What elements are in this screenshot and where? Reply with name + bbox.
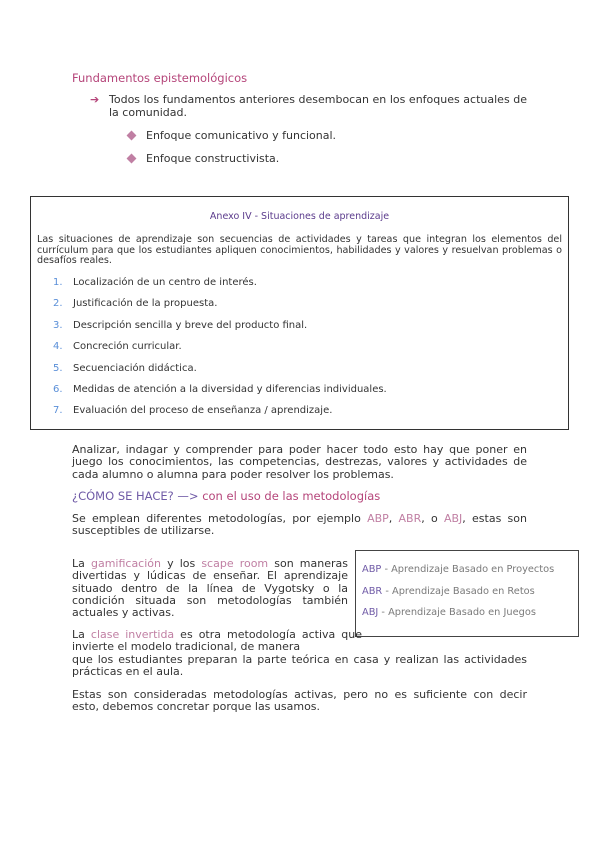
legend-item: [362, 607, 536, 618]
list-text: Descripción sencilla y breve del producto final.: [73, 319, 308, 331]
list-number: 6.: [53, 383, 63, 395]
acronym-legend-box: [355, 550, 579, 637]
annex-box: [30, 196, 569, 430]
sub-item-text: Enfoque constructivista.: [146, 152, 280, 165]
abp-link[interactable]: ABP: [367, 512, 389, 525]
gamification-link[interactable]: gamificación: [90, 557, 161, 570]
arrow-bullet-item: [90, 93, 527, 119]
how-question: ¿CÓMO SE HACE? —>: [72, 489, 199, 503]
paragraph: que los estudiantes preparan la parte teórica en casa y realizan las actividades prácticas en el aula.: [72, 653, 527, 679]
legend-text: - Aprendizaje Basado en Juegos: [378, 607, 536, 618]
annex-intro: Las situaciones de aprendizaje son secuencias de actividades y tareas que integran los elementos del currículum para que los estudiantes apliquen conocimientos, habilidades y valores y resuelvan problemas o desafíos reales.: [37, 234, 562, 266]
scape-room-link[interactable]: scape room: [201, 557, 269, 570]
paragraph: Analizar, indagar y comprender para poder hacer todo esto hay que poner en juego los conocimientos, las competencias, destrezas, valores y actividades de cada alumno o alumna para poder resolver los problemas.: [72, 443, 527, 481]
text-fragment: , estas son susceptibles de utilizarse.: [72, 512, 527, 538]
how-answer: con el uso de las metodologías: [198, 489, 381, 503]
list-text: Evaluación del proceso de enseñanza / aprendizaje.: [73, 405, 333, 417]
list-text: Justificación de la propuesta.: [73, 298, 218, 310]
flipped-class-link[interactable]: clase invertida: [90, 628, 175, 641]
paragraph: [72, 513, 527, 538]
sub-item-text: Enfoque comunicativo y funcional.: [146, 129, 337, 142]
text-fragment: son maneras divertidas y lúdicas de enseñar. El aprendizaje situado dentro de la línea de Vygotsky o la condición situada son metodologías también actuales y activas.: [72, 557, 348, 620]
list-number: 7.: [53, 405, 63, 417]
legend-abbr: ABP: [362, 564, 382, 575]
paragraph: [72, 629, 362, 654]
text-fragment: , o: [421, 512, 444, 525]
sub-item: [128, 152, 279, 165]
section-heading: Fundamentos epistemológicos: [72, 71, 248, 85]
how-line: [72, 490, 527, 502]
arrow-icon: ➔: [90, 93, 100, 106]
legend-text: - Aprendizaje Basado en Retos: [382, 586, 535, 597]
paragraph: [72, 558, 348, 619]
text-fragment: es otra metodología activa que invierte el modelo tradicional, de manera: [72, 628, 362, 654]
list-number: 3.: [53, 319, 63, 331]
legend-abbr: ABJ: [362, 607, 379, 618]
list-text: Localización de un centro de interés.: [73, 277, 257, 288]
list-number: 1.: [53, 277, 63, 288]
paragraph: Estas son consideradas metodologías activas, pero no es suficiente con decir esto, debemos concretar porque las usamos.: [72, 688, 527, 714]
sub-item: [128, 129, 336, 142]
list-number: 2.: [53, 298, 63, 310]
arrow-item-text: Todos los fundamentos anteriores desembocan en los enfoques actuales de la comunidad.: [109, 93, 527, 119]
list-number: 5.: [53, 362, 63, 374]
text-fragment: La: [72, 557, 91, 570]
text-fragment: La: [72, 628, 91, 641]
annex-title: Anexo IV - Situaciones de aprendizaje: [209, 211, 390, 222]
legend-item: [362, 586, 535, 597]
abj-link[interactable]: ABJ: [443, 512, 463, 525]
list-text: Secuenciación didáctica.: [73, 362, 197, 374]
text-fragment: Se emplean diferentes metodologías, por ejemplo: [72, 512, 368, 525]
legend-item: [362, 564, 554, 575]
legend-text: - Aprendizaje Basado en Proyectos: [381, 564, 555, 575]
diamond-bullet-icon: [127, 154, 137, 164]
text-fragment: ,: [388, 512, 399, 525]
list-number: 4.: [53, 341, 63, 353]
legend-abbr: ABR: [362, 586, 383, 597]
diamond-bullet-icon: [127, 131, 137, 141]
list-text: Concreción curricular.: [73, 341, 182, 353]
abr-link[interactable]: ABR: [398, 512, 422, 525]
text-fragment: y los: [161, 557, 202, 570]
list-text: Medidas de atención a la diversidad y diferencias individuales.: [73, 383, 387, 395]
